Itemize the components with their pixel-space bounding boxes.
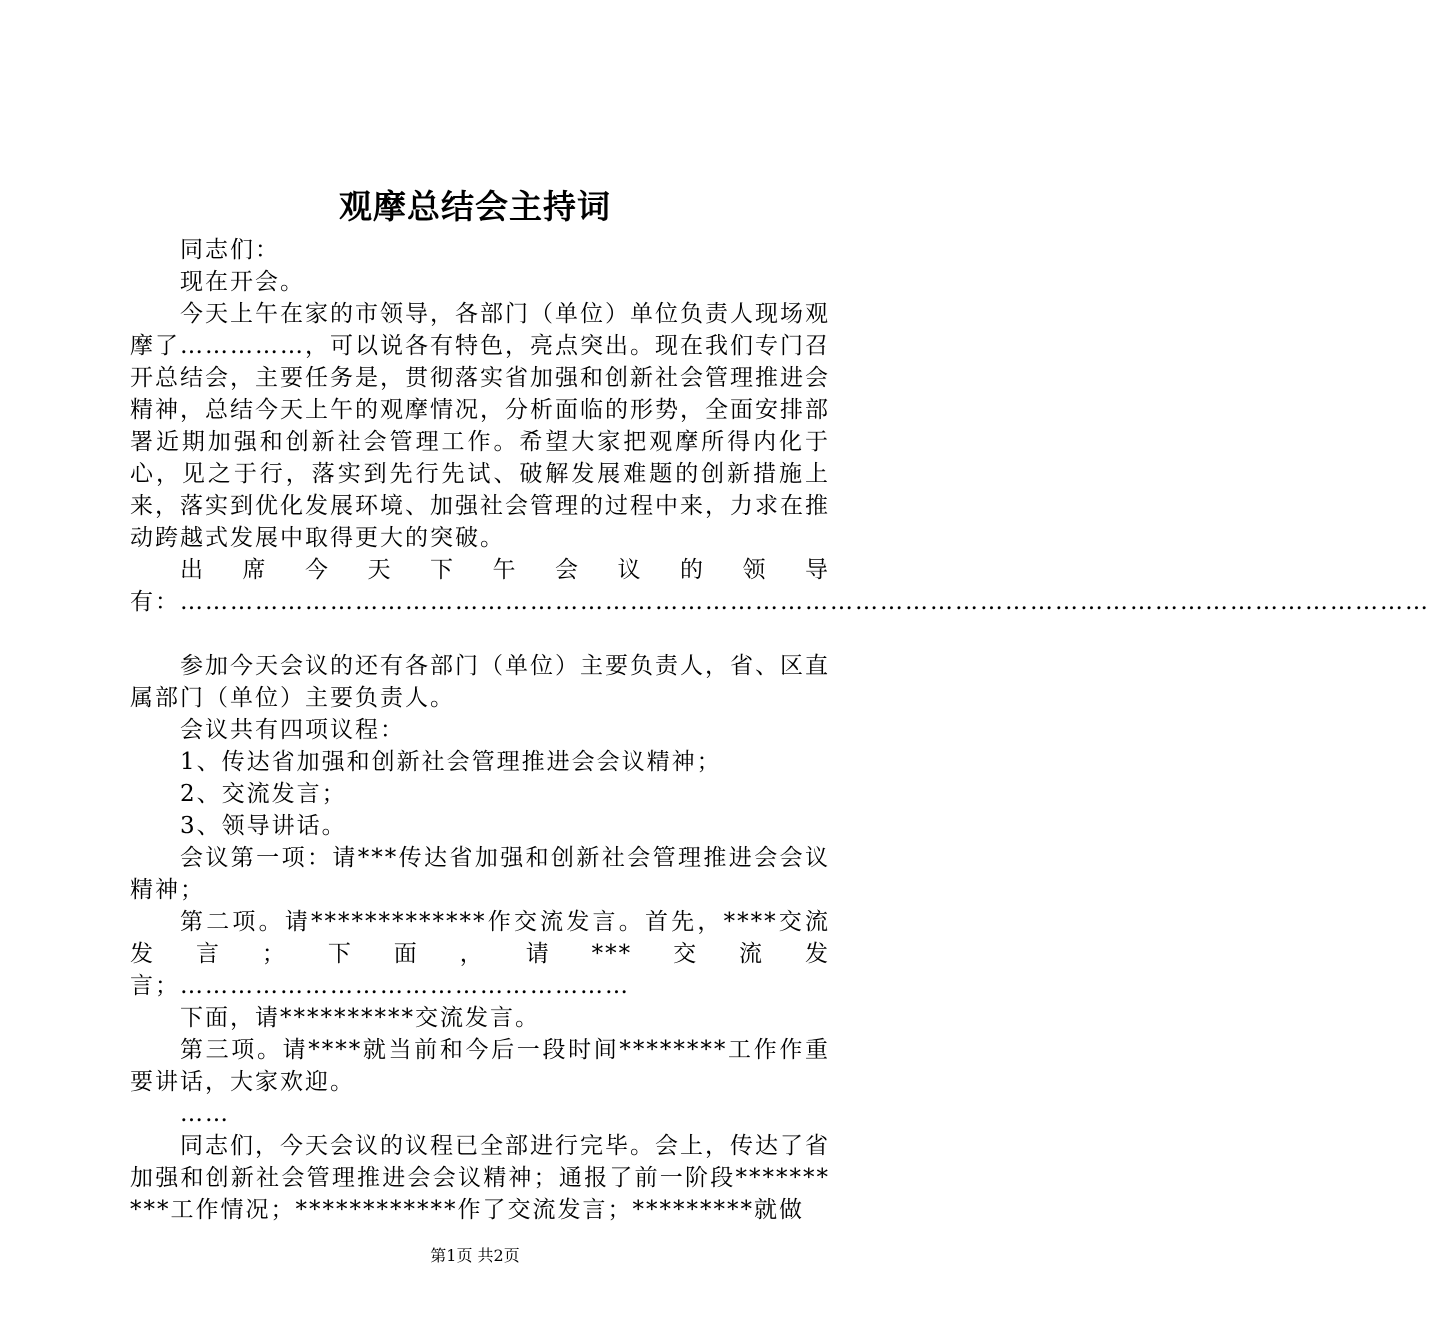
agenda-item-1: 1、传达省加强和创新社会管理推进会会议精神；: [180, 749, 722, 775]
paragraph-next-speaker: 下面，请**********交流发言。: [180, 1005, 540, 1031]
paragraph-closing: 同志们，今天会议的议程已全部进行完毕。会上，传达了省加强和创新社会管理推进会会议精神；通报了前一阶段**********工作情况；************作了交流发言；*********就做: [130, 1133, 830, 1223]
paragraph-other-participants: 参加今天会议的还有各部门（单位）主要负责人，省、区直属部门（单位）主要负责人。: [130, 653, 830, 711]
document-body: [130, 234, 1430, 1226]
agenda-item-3: 3、领导讲话。: [180, 813, 347, 839]
paragraph-salutation: 同志们：: [180, 237, 280, 263]
paragraph-opening: 现在开会。: [180, 269, 305, 295]
agenda-item-2: 2、交流发言；: [180, 781, 347, 807]
paragraph-purpose: 今天上午在家的市领导，各部门（单位）单位负责人现场观摩了……………，可以说各有特色，亮点突出。现在我们专门召开总结会，主要任务是，贯彻落实省加强和创新社会管理推进会精神，总结今天上午的观摩情况，分析面临的形势，全面安排部署近期加强和创新社会管理工作。希望大家把观摩所得内化于心，见之于行，落实到先行先试、破解发展难题的创新措施上来，落实到优化发展环境、加强社会管理的过程中来，力求在推动跨越式发展中取得更大的突破。: [130, 301, 830, 551]
paragraph-ellipsis: ……: [180, 1101, 230, 1127]
document-title: 观摩总结会主持词: [339, 187, 611, 226]
paragraph-item-one: 会议第一项：请***传达省加强和创新社会管理推进会会议精神；: [130, 845, 830, 903]
paragraph-agenda-intro: 会议共有四项议程：: [180, 717, 405, 743]
paragraph-attending-leaders: 出席今天下午会议的领导有：……………………………………………………………………………………………………………………………………: [130, 557, 1430, 615]
page-footer: 第1页 共2页: [430, 1246, 520, 1265]
paragraph-item-two: 第二项。请*************作交流发言。首先，****交流发言；下面，请***交流发言；………………………………………………: [130, 909, 830, 999]
paragraph-item-three: 第三项。请****就当前和今后一段时间********工作作重要讲话，大家欢迎。: [130, 1037, 830, 1095]
